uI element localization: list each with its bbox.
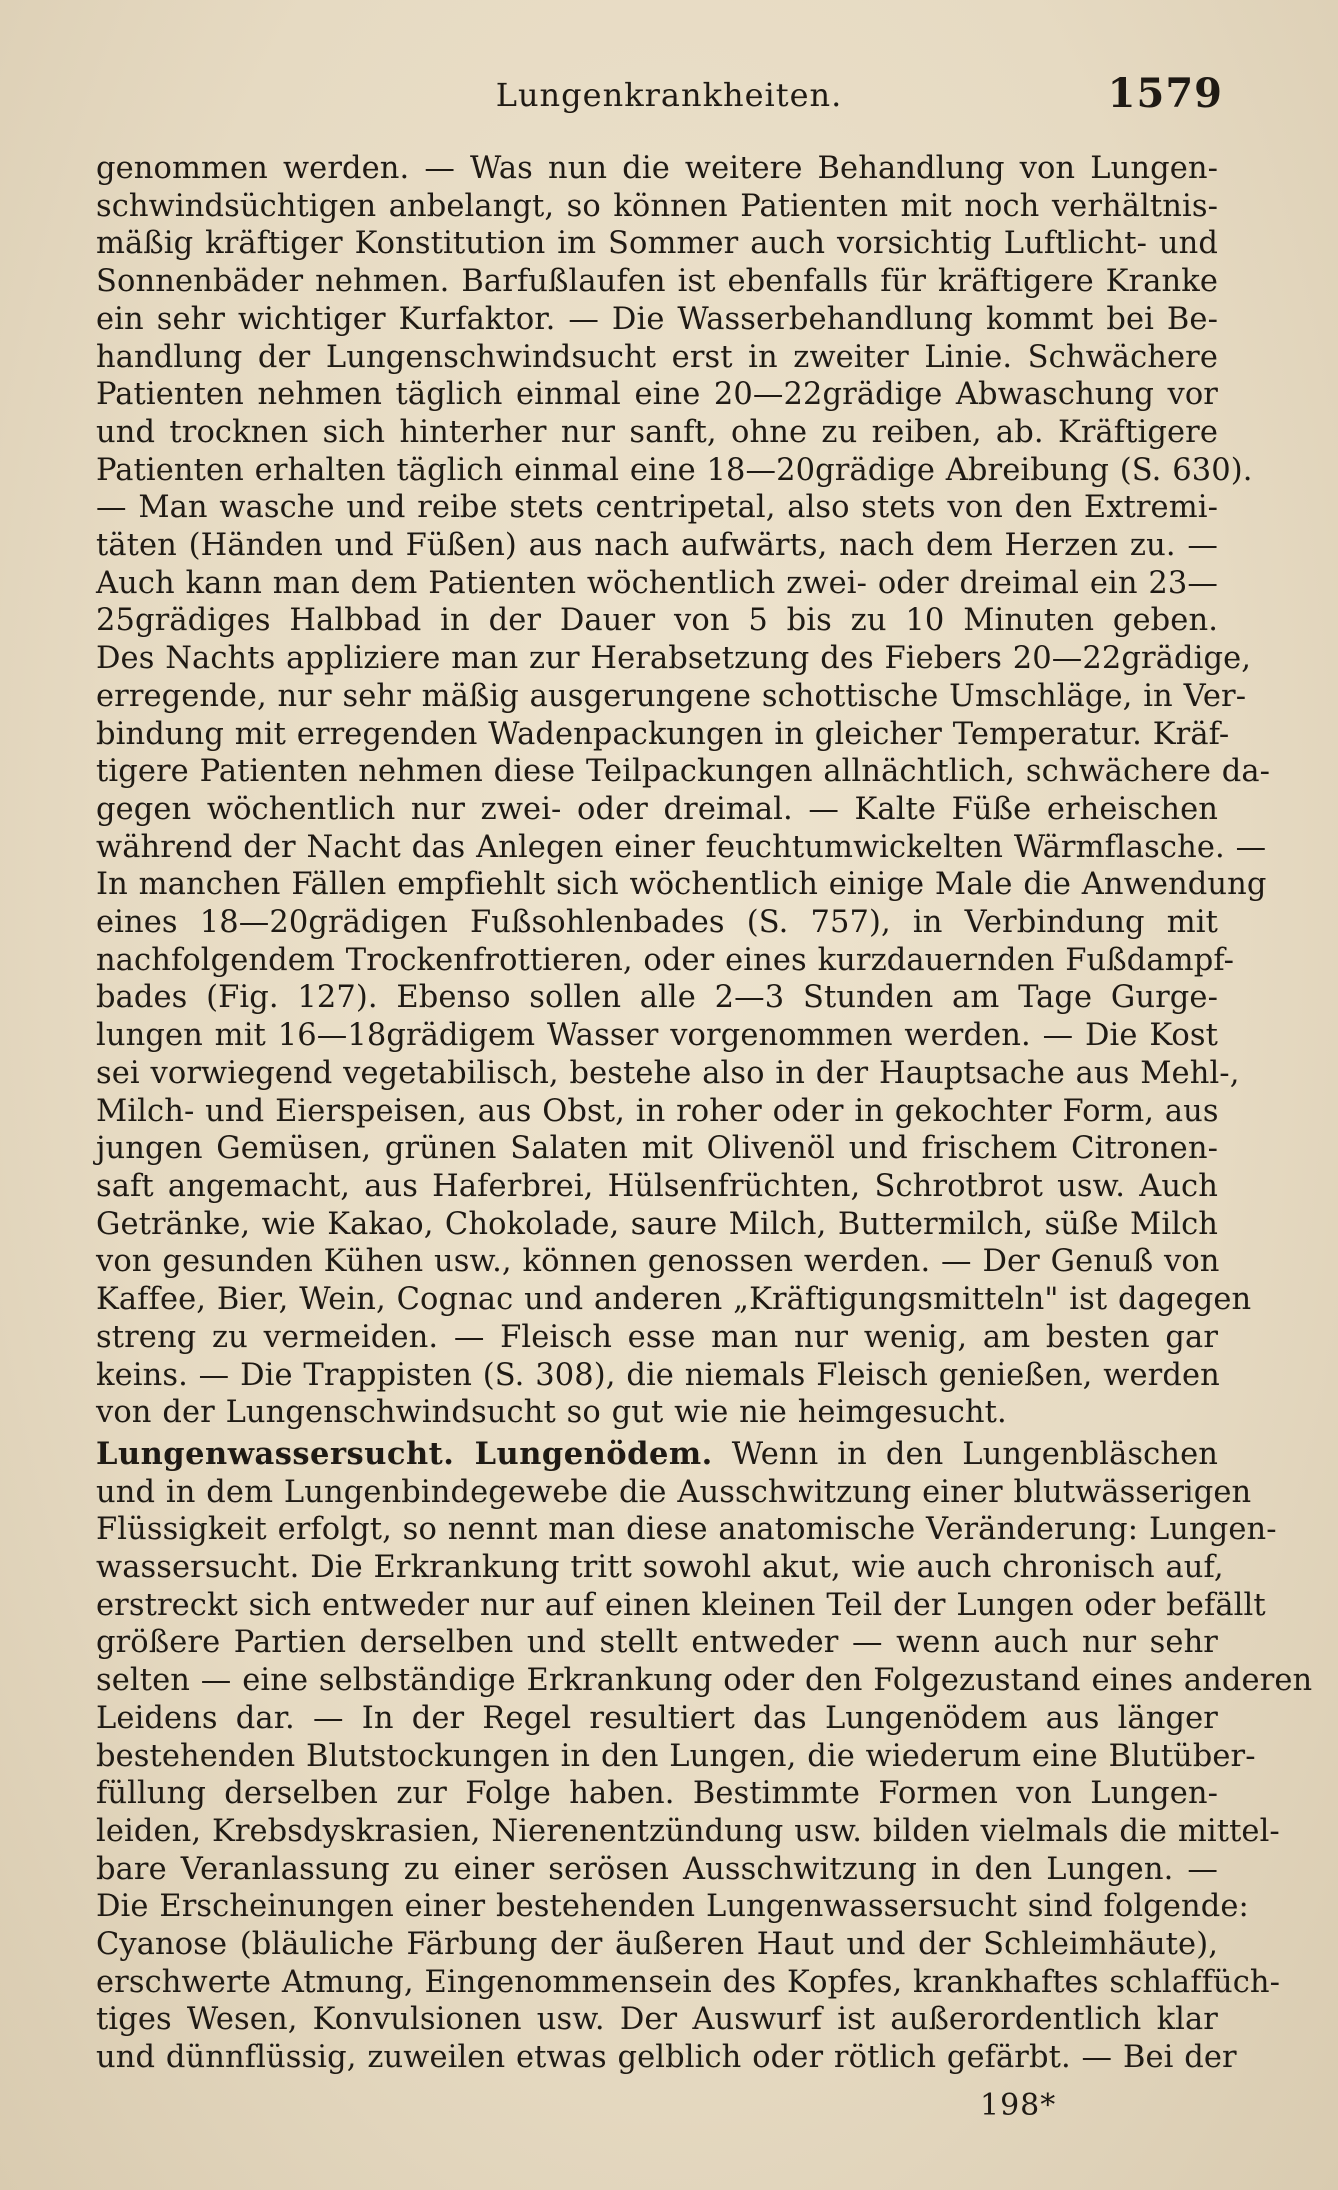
text-line: Auch kann man dem Patienten wöchentlich zwei- oder dreimal ein 23—: [96, 565, 1218, 601]
text-line: schwindsüchtigen anbelangt, so können Patienten mit noch verhältnis-: [96, 188, 1218, 224]
text-line: größere Partien derselben und stellt entweder — wenn auch nur sehr: [96, 1625, 1218, 1661]
text-line: und trocknen sich hinterher nur sanft, ohne zu reiben, ab. Kräftigere: [96, 414, 1218, 450]
section-first-line-text: Wenn in den Lungenbläschen: [731, 1436, 1218, 1472]
text-line: Flüssigkeit erfolgt, so nennt man diese anatomische Veränderung: Lungen-: [96, 1512, 1277, 1548]
text-line: handlung der Lungenschwindsucht erst in zweiter Linie. Schwächere: [96, 339, 1218, 375]
text-line: von der Lungenschwindsucht so gut wie nie heimgesucht.: [96, 1395, 1007, 1431]
text-line: erschwerte Atmung, Eingenommensein des Kopfes, krankhaftes schlaffüch-: [96, 1964, 1281, 2000]
text-line: tiges Wesen, Konvulsionen usw. Der Auswurf ist außerordentlich klar: [96, 2002, 1218, 2038]
text-line: leiden, Krebsdyskrasien, Nierenentzündung usw. bilden vielmals die mittel-: [96, 1813, 1280, 1849]
text-line: bades (Fig. 127). Ebenso sollen alle 2—3 Stunden am Tage Gurge-: [96, 980, 1218, 1016]
text-line: 25grädiges Halbbad in der Dauer von 5 bis zu 10 Minuten geben.: [96, 603, 1218, 639]
running-title: Lungenkrankheiten.: [495, 76, 843, 114]
text-line: selten — eine selbständige Erkrankung oder den Folgezustand eines anderen: [96, 1663, 1313, 1699]
text-line: Leidens dar. — In der Regel resultiert das Lungenödem aus länger: [96, 1700, 1218, 1736]
text-line: In manchen Fällen empfiehlt sich wöchentlich einige Male die Anwendung: [96, 867, 1267, 903]
text-line: genommen werden. — Was nun die weitere Behandlung von Lungen-: [96, 151, 1218, 186]
running-head: [0, 70, 1338, 120]
section-heading: Lungenwassersucht. Lungenödem.: [96, 1435, 713, 1472]
text-line: wassersucht. Die Erkrankung tritt sowohl akut, wie auch chronisch auf,: [96, 1550, 1224, 1586]
text-line: eines 18—20grädigen Fußsohlenbades (S. 757), in Verbindung mit: [96, 905, 1218, 941]
text-line: und in dem Lungenbindegewebe die Ausschwitzung einer blutwässerigen: [96, 1474, 1252, 1510]
text-line: lungen mit 16—18grädigem Wasser vorgenommen werden. — Die Kost: [96, 1018, 1218, 1054]
text-line: keins. — Die Trappisten (S. 308), die niemals Fleisch genießen, werden: [96, 1357, 1220, 1393]
paragraph-treatment: [96, 150, 1271, 1432]
text-line: saft angemacht, aus Haferbrei, Hülsenfrüchten, Schrotbrot usw. Auch: [96, 1168, 1218, 1204]
text-line: nachfolgendem Trockenfrottieren, oder eines kurzdauernden Fußdampf-: [96, 942, 1235, 978]
page-number: 1579: [1107, 70, 1223, 117]
text-line: während der Nacht das Anlegen einer feuchtumwickelten Wärmflasche. —: [96, 829, 1267, 865]
text-line: bindung mit erregenden Wadenpackungen in gleicher Temperatur. Kräf-: [96, 716, 1230, 752]
text-line: jungen Gemüsen, grünen Salaten mit Olivenöl und frischem Citronen-: [96, 1131, 1218, 1167]
text-line: Patienten nehmen täglich einmal eine 20—22grädige Abwaschung vor: [96, 377, 1218, 413]
section-body: [96, 1474, 1313, 2077]
text-line: bestehenden Blutstockungen in den Lungen, die wiederum eine Blutüber-: [96, 1738, 1256, 1774]
section-first-line: [96, 1436, 1218, 1474]
text-line: erstreckt sich entweder nur auf einen kleinen Teil der Lungen oder befällt: [96, 1587, 1266, 1623]
text-line: füllung derselben zur Folge haben. Bestimmte Formen von Lungen-: [96, 1776, 1218, 1812]
text-line: tigere Patienten nehmen diese Teilpackungen allnächtlich, schwächere da-: [96, 754, 1271, 790]
text-line: — Man wasche und reibe stets centripetal, also stets von den Extremi-: [96, 490, 1218, 526]
text-line: täten (Händen und Füßen) aus nach aufwärts, nach dem Herzen zu. —: [96, 528, 1218, 564]
text-line: und dünnflüssig, zuweilen etwas gelblich oder rötlich gefärbt. — Bei der: [96, 2040, 1237, 2076]
text-line: erregende, nur sehr mäßig ausgerungene schottische Umschläge, in Ver-: [96, 678, 1247, 714]
text-line: Die Erscheinungen einer bestehenden Lungenwassersucht sind folgende:: [96, 1889, 1249, 1925]
text-line: Getränke, wie Kakao, Chokolade, saure Milch, Buttermilch, süße Milch: [96, 1206, 1218, 1242]
text-line: Des Nachts appliziere man zur Herabsetzung des Fiebers 20—22grädige,: [96, 641, 1252, 677]
signature-mark: 198*: [980, 2088, 1057, 2123]
text-line: sei vorwiegend vegetabilisch, bestehe also in der Hauptsache aus Mehl-,: [96, 1055, 1240, 1091]
text-line: bare Veranlassung zu einer serösen Ausschwitzung in den Lungen. —: [96, 1851, 1218, 1887]
text-line: von gesunden Kühen usw., können genossen werden. — Der Genuß von: [96, 1244, 1220, 1280]
text-line: streng zu vermeiden. — Fleisch esse man nur wenig, am besten gar: [96, 1319, 1218, 1355]
body-text: [96, 150, 1313, 2077]
section-lungenwassersucht: [96, 1435, 1313, 2077]
text-line: gegen wöchentlich nur zwei- oder dreimal. — Kalte Füße erheischen: [96, 791, 1218, 827]
text-line: mäßig kräftiger Konstitution im Sommer auch vorsichtig Luftlicht- und: [96, 226, 1218, 262]
text-line: Sonnenbäder nehmen. Barfußlaufen ist ebenfalls für kräftigere Kranke: [96, 264, 1218, 300]
text-line: Cyanose (bläuliche Färbung der äußeren Haut und der Schleimhäute),: [96, 1927, 1218, 1963]
text-line: Kaffee, Bier, Wein, Cognac und anderen „Kräftigungsmitteln" ist dagegen: [96, 1282, 1252, 1318]
text-line: Milch- und Eierspeisen, aus Obst, in roher oder in gekochter Form, aus: [96, 1093, 1219, 1129]
text-line: ein sehr wichtiger Kurfaktor. — Die Wasserbehandlung kommt bei Be-: [96, 301, 1218, 337]
text-line: Patienten erhalten täglich einmal eine 18—20grädige Abreibung (S. 630).: [96, 452, 1253, 488]
